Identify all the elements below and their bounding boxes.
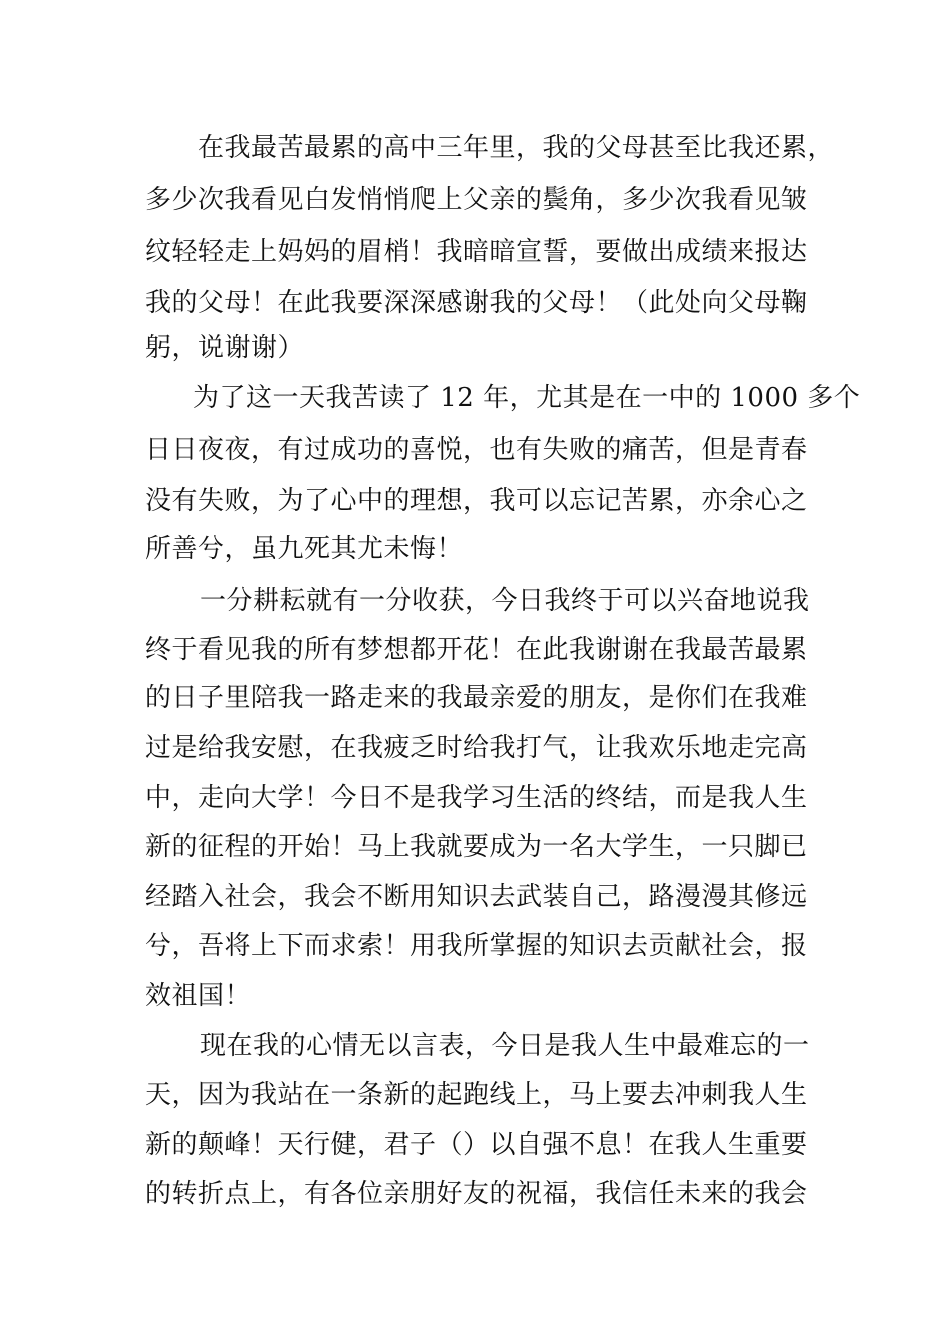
paragraph-1-line-1: 在我最苦最累的高中三年里，我的父母甚至比我还累， [198, 133, 835, 163]
paragraph-2-line-1: 为了这一天我苦读了 12 年，尤其是在一中的 1000 多个 [193, 383, 861, 413]
paragraph-3-line-5: 中，走向大学！今日不是我学习生活的终结，而是我人生 [145, 783, 808, 813]
paragraph-3-line-3: 的日子里陪我一路走来的我最亲爱的朋友，是你们在我难 [145, 683, 808, 713]
paragraph-3-line-6: 新的征程的开始！马上我就要成为一名大学生，一只脚已 [145, 832, 808, 862]
paragraph-1-line-5: 躬，说谢谢） [145, 333, 305, 363]
paragraph-2-line-4: 所善兮，虽九死其尤未悔！ [145, 534, 464, 564]
paragraph-4-line-2: 天，因为我站在一条新的起跑线上，马上要去冲刺我人生 [145, 1080, 808, 1110]
paragraph-2-line-3: 没有失败，为了心中的理想，我可以忘记苦累，亦余心之 [145, 486, 808, 516]
paragraph-3-line-4: 过是给我安慰，在我疲乏时给我打气，让我欢乐地走完高 [145, 733, 808, 763]
paragraph-3-line-9: 效祖国！ [145, 981, 252, 1011]
paragraph-1-line-3: 纹轻轻走上妈妈的眉梢！我暗暗宣誓，要做出成绩来报达 [145, 237, 808, 267]
paragraph-4-line-1: 现在我的心情无以言表，今日是我人生中最难忘的一 [200, 1031, 810, 1061]
paragraph-3-line-8: 兮，吾将上下而求索！用我所掌握的知识去贡献社会，报 [145, 931, 808, 961]
paragraph-1-line-4: 我的父母！在此我要深深感谢我的父母！（此处向父母鞠 [145, 288, 808, 318]
paragraph-4-line-4: 的转折点上，有各位亲朋好友的祝福，我信任未来的我会 [145, 1179, 808, 1209]
paragraph-3-line-2: 终于看见我的所有梦想都开花！在此我谢谢在我最苦最累 [145, 635, 808, 665]
paragraph-2-line-2: 日日夜夜，有过成功的喜悦，也有失败的痛苦，但是青春 [145, 435, 808, 465]
paragraph-3-line-7: 经踏入社会，我会不断用知识去武装自己，路漫漫其修远 [145, 882, 808, 912]
paragraph-3-line-1: 一分耕耘就有一分收获，今日我终于可以兴奋地说我 [200, 586, 810, 616]
paragraph-4-line-3: 新的颠峰！天行健，君子（）以自强不息！在我人生重要 [145, 1130, 808, 1160]
paragraph-1-line-2: 多少次我看见白发悄悄爬上父亲的鬓角，多少次我看见皱 [145, 185, 808, 215]
